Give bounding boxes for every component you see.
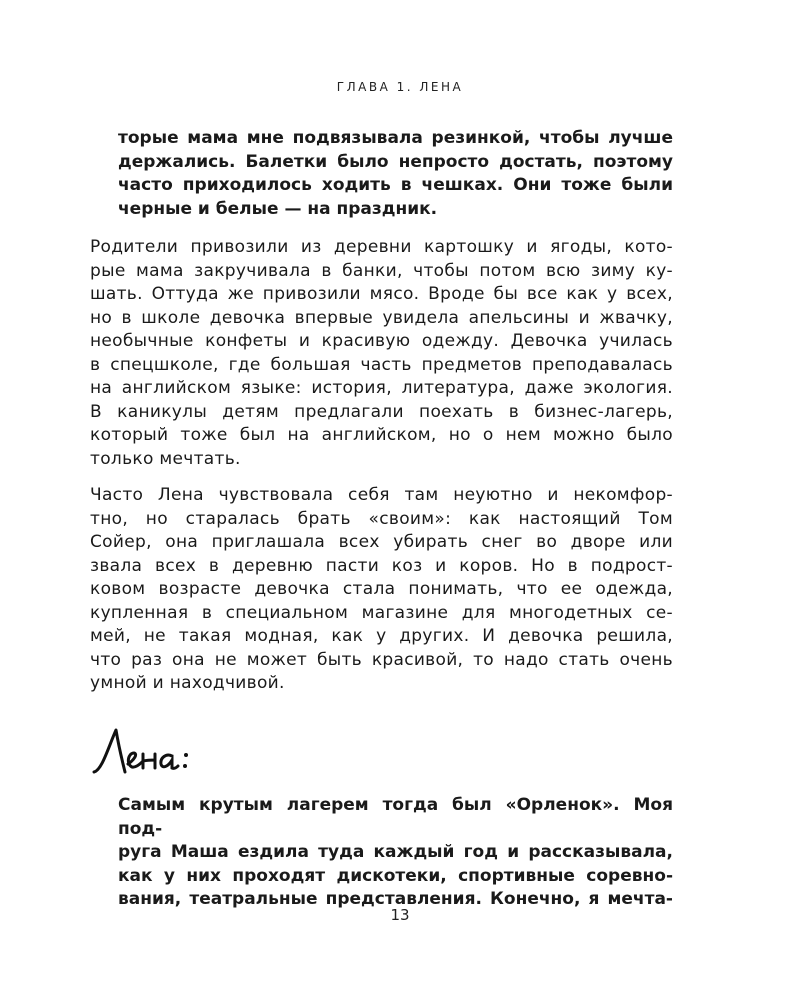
running-header: ГЛАВА 1. ЛЕНА <box>336 80 464 94</box>
text-line: вания, театральные представления. Конечно, я мечта- <box>118 889 673 909</box>
text-line: держались. Балетки было непросто достать, поэтому <box>118 151 673 172</box>
text-line: рые мама закручивала в банки, чтобы потом всю зиму ку- <box>90 260 673 281</box>
text-line: черные и белые — на праздник. <box>118 198 438 219</box>
quote-block-bottom <box>118 794 673 912</box>
text-line: шать. Оттуда же привозили мясо. Вроде бы все как у всех, <box>90 284 673 304</box>
quote-block-top <box>118 127 673 221</box>
text-line: ковом возрасте девочка стала понимать, что ее одежда, <box>90 579 673 599</box>
text-line: руга Маша ездила туда каждый год и рассказывала, <box>118 842 673 862</box>
text-line: Сойер, она приглашала всех убирать снег во дворе или <box>90 532 673 552</box>
handwritten-signature-lena <box>88 720 208 784</box>
text-line: в спецшколе, где большая часть предметов преподавалась <box>90 354 673 375</box>
text-line: умной и находчивой. <box>90 673 285 693</box>
text-line: Родители привозили из деревни картошку и ягоды, кото- <box>90 237 673 257</box>
text-line: только мечтать. <box>90 448 241 469</box>
text-line: торые мама мне подвязывала резинкой, чтобы лучше <box>118 128 673 148</box>
paragraph-1 <box>90 236 673 471</box>
text-line: как у них проходят дискотеки, спортивные соревно- <box>118 865 673 886</box>
text-line: на английском языке: история, литература, даже экология. <box>90 378 673 398</box>
text-line: В каникулы детям предлагали поехать в бизнес-лагерь, <box>90 401 673 422</box>
text-line: часто приходилось ходить в чешках. Они тоже были <box>118 175 673 195</box>
text-line: необычные конфеты и красивую одежду. Девочка училась <box>90 331 673 351</box>
text-line: тно, но старалась брать «своим»: как настоящий Том <box>90 508 673 529</box>
text-line: звала всех в деревню пасти коз и коров. Но в подрост- <box>90 555 673 576</box>
text-line: который тоже был на английском, но о нем можно было <box>90 425 673 445</box>
text-line: но в школе девочка впервые увидела апельсины и жвачку, <box>90 307 673 328</box>
text-line: купленная в специальном магазине для многодетных се- <box>90 602 673 623</box>
text-line: Часто Лена чувствовала себя там неуютно и некомфор- <box>90 485 673 505</box>
paragraph-2 <box>90 484 673 696</box>
text-line: что раз она не может быть красивой, то надо стать очень <box>90 649 673 670</box>
text-line: Самым крутым лагерем тогда был «Орленок». Моя под- <box>118 795 673 839</box>
text-line: мей, не такая модная, как у других. И девочка решила, <box>90 626 673 646</box>
page-number: 13 <box>390 906 410 924</box>
